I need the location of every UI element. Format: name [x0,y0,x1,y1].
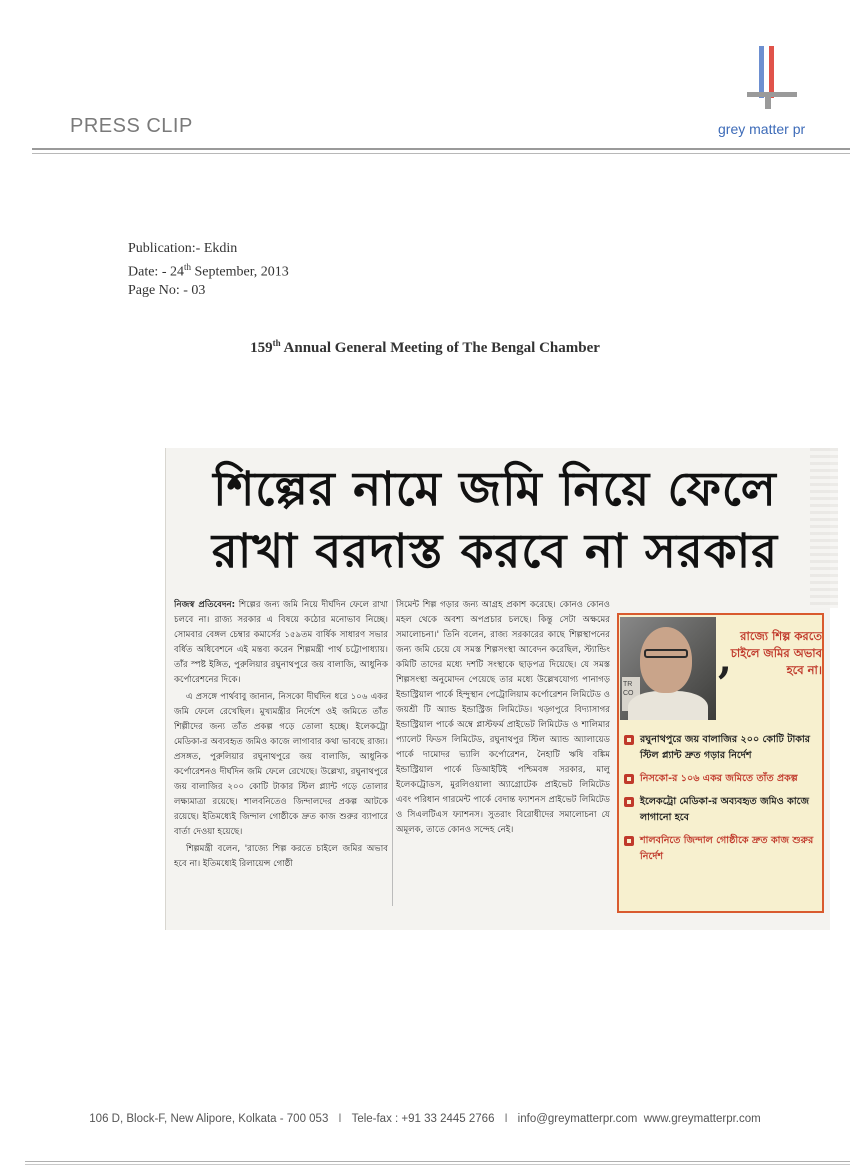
logo-blue-bar [759,46,764,98]
header-rule-thin [32,153,850,154]
event-title [0,338,850,357]
event-prefix: 159 [250,340,273,356]
event-sup: th [272,338,281,348]
date-prefix: Date: - 24 [128,264,184,280]
footer-phone: Tele-fax : +91 33 2445 2766 [351,1113,495,1125]
footer-rule [25,1161,850,1162]
square-bullet-icon [624,797,634,807]
grey-matter-pr-logo-icon [745,40,801,120]
article-column-1 [174,598,388,910]
footer-contact [0,1113,850,1125]
article-paragraph [174,598,388,688]
photo-body [628,691,708,720]
footer-separator: I [504,1113,508,1125]
bullet-text: ইলেকট্রো মেডিকা-র অব্যবহৃত জমিও কাজে লাগানো হবে [640,796,810,823]
logo-red-bar [769,46,774,98]
headline-line-2: রাখা বরদাস্ত করবে না সরকার [211,524,779,579]
byline: নিজস্ব প্রতিবেদন: [174,600,236,610]
article-paragraph: এ প্রসঙ্গে পার্থবাবু জানান, নিসকো দীর্ঘদিন ধরে ১০৬ একর জমি ফেলে রেখেছিল। মুখ্যমন্ত্রীর নির্দেশে ওই জমিতে তাঁত শিল্পীদের জন্য তাঁত প্রকল্প গড়ে তোলা হচ্ছে। ইলেকট্রো মেডিকা-র অব্যবহৃত জমিও কাজে লাগাবার কথা ভাবছে রাজ্য। প্রসঙ্গত, পুরুলিয়ার রঘুনাথপুরে জয় বালাজি, আধুনিক কর্পোরেশনও দীর্ঘদিন জমি ফেলে রেখেছে। উল্লেখ্য, রঘুনাথপুরে জয় বালাজির ২০০ কোটি টাকার স্টিল প্ল্যান্ট গড়ে তোলার লক্ষ্যমাত্রা রয়েছে। শালবনিতেও জিন্দালদের প্রকল্প আটকে রয়েছে। ইতিমধ্যেই জিন্দাল গোষ্ঠীকে দ্রুত কাজ শুরুর ব্যাপারে বার্তা দেওয়া হয়েছে। [174,692,388,837]
page-line: Page No: - 03 [128,282,206,298]
footer-email[interactable]: info@greymatterpr.com [517,1113,638,1125]
headline-line-1: শিল্পের নামে জমি নিয়ে ফেলে [213,462,777,517]
date-sup: th [183,262,191,272]
brand-name: grey matter pr [718,121,806,137]
press-clip-label: PRESS CLIP [70,115,193,137]
highlight-bullet [622,732,822,764]
highlight-bullet [622,771,822,787]
minister-photo [620,617,716,720]
logo-stub [765,97,771,109]
publication-info [128,240,289,300]
pull-quote: রাজ্যে শিল্প করতে চাইলে জমির অভাব হবে না। [730,629,822,677]
article-paragraph: শিল্পমন্ত্রী বলেন, 'রাজ্যে শিল্প করতে চাইলে জমির অভাব হবে না। ইতিমধ্যেই রিলায়েন্স গোষ্ঠী [174,844,388,869]
square-bullet-icon [624,735,634,745]
square-bullet-icon [624,836,634,846]
footer-rule-thin [25,1164,850,1165]
footer-website[interactable]: www.greymatterpr.com [643,1113,761,1125]
square-bullet-icon [624,774,634,784]
bullet-text: শালবনিতে জিন্দাল গোষ্ঠীকে দ্রুত কাজ শুরুর নির্দেশ [640,835,814,862]
publication-line: Publication:- Ekdin [128,241,238,256]
photo-glasses [644,649,688,658]
photo-face [640,627,692,693]
footer-separator: I [338,1113,342,1125]
logo-base [747,92,797,97]
date-suffix: September, 2013 [191,264,289,280]
bullet-text: নিসকো-র ১০৬ একর জমিতে তাঁত প্রকল্প [640,773,798,784]
highlight-bullet [622,794,822,826]
photo-sign: TR CO [622,677,640,711]
column-divider [392,600,393,906]
event-suffix: Annual General Meeting of The Bengal Chamber [280,340,600,356]
header-rule [32,148,850,150]
quote-mark-icon: , [718,636,732,683]
article-paragraph: সিমেন্ট শিল্প গড়ার জন্য আগ্রহ প্রকাশ করেছে। কোনও কোনও মহল থেকে অবশ্য অপপ্রচার চলছে। কিন্তু সেটা অক্ষমের সমালোচনা।' তিনি বলেন, রাজ্য সরকারের কাছে শিল্পস্থাপনের জন্য জমি চেয়ে যে সমস্ত শিল্পসংস্থা আবেদন করেছিল, স্ট্যান্ডিং কমিটি তাদের মধ্যে দশটি সংস্থাকে ছাড়পত্র দিয়েছে। যে সমস্ত শিল্পসংস্থা অনুমোদন পেয়েছে তার মধ্যে উল্লেখযোগ্য পানাগড় ইন্ডাস্ট্রিয়াল পার্কে হিন্দুস্থান পেট্রোলিয়াম কর্পোরেশন লিমিটেড ও জয়শ্রী টি অ্যান্ড ইন্ডাস্ট্রিজ লিমিটেড। খড়্গপুরে বিদ্যাসাগর ইন্ডাস্ট্রিয়াল পার্কে অম্বে প্লাস্টফর্ম প্রাইভেট লিমিটেড ও শালিমার প্যালেট ফিডস লিমিটেড, রঘুনাথপুর স্টিল অ্যান্ড অ্যালায়েড পার্কে দামোদর ভ্যালি কর্পোরেশন, নৈহাটি ঋষি বঙ্কিম ইন্ডাস্ট্রিয়াল পার্কে ডিআইটিই পশ্চিমবঙ্গ সরকার, মালু ইলেকট্রোডস, মুরলিওয়ালা অ্যাগ্রোটেক প্রাইভেট লিমিটেড এবং পরিধান গারমেন্ট পার্কে বেদান্ত ফ্যাশনস প্রাইভেট লিমিটেড ও সিএলটিএস ফ্যাশনস। সুতরাং বিরোধীদের সমালোচনা যে অমূলক, তাতে কোনও সন্দেহ নেই। [396,600,610,835]
footer-address: 106 D, Block-F, New Alipore, Kolkata - 700 053 [89,1113,329,1125]
paragraph-text: শিল্পের জন্য জমি নিয়ে দীর্ঘদিন ফেলে রাখা চলবে না। রাজ্য সরকার এ বিষয়ে কঠোর মনোভাব নিচ্ছে। সোমবার বেঙ্গল চেম্বার কমার্সের ১৫৯তম বার্ষিক সাধারণ সভার বর্ধিত অধিবেশনে এই মন্তব্য করেন শিল্পমন্ত্রী পার্থ চট্টোপাধ্যায়। তাঁর স্পষ্ট ইঙ্গিত, পুরুলিয়ার রঘুনাথপুরে জয় বালাজি, আধুনিক কর্পোরেশনের দিকে। [174,600,388,685]
highlight-bullets [622,732,822,872]
date-line [128,258,289,282]
highlight-bullet [622,833,822,865]
bullet-text: রঘুনাথপুরে জয় বালাজির ২০০ কোটি টাকার স্টিল প্ল্যান্ট দ্রুত গড়ার নির্দেশ [640,734,811,761]
article-column-2 [396,598,610,910]
